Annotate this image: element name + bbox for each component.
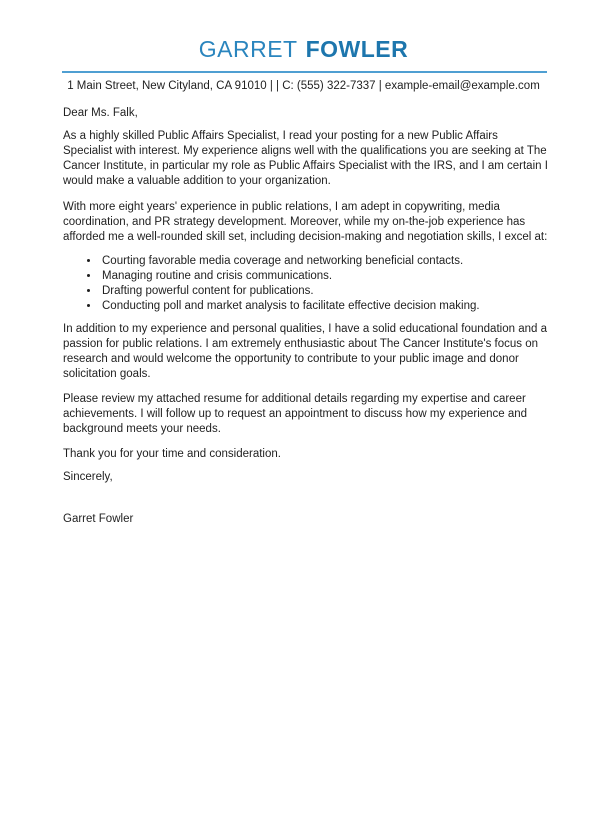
cover-letter-page — [0, 36, 607, 821]
applicant-first-name: GARRET — [198, 36, 298, 62]
applicant-last-name: FOWLER — [305, 36, 409, 62]
paragraph-education: In addition to my experience and personal qualities, I have a solid educational foundation and a passion for public relations. I am extremely enthusiastic about The Cancer Institute's focus on research and would welcome the opportunity to contribute to your public image and donor solicitation goals. — [63, 323, 547, 380]
header-divider — [62, 71, 547, 73]
letter-header — [0, 36, 607, 94]
paragraph-follow-up: Please review my attached resume for additional details regarding my expertise and career achievements. I will follow up to request an appointment to discuss how my experience and background meets your needs. — [63, 393, 528, 435]
contact-line: 1 Main Street, New Cityland, CA 91010 | | C: (555) 322-7337 | example-email@example.com — [67, 80, 540, 92]
signature-name: Garret Fowler — [63, 513, 134, 525]
applicant-name — [0, 36, 607, 62]
salutation: Dear Ms. Falk, — [63, 107, 138, 119]
skills-list-item: • Managing routine and crisis communications. — [100, 269, 549, 284]
skills-list — [63, 254, 549, 314]
letter-body — [63, 106, 549, 527]
skills-list-item: • Courting favorable media coverage and networking beneficial contacts. — [100, 254, 549, 269]
paragraph-introduction: As a highly skilled Public Affairs Specialist, I read your posting for a new Public Affairs Specialist with interest. My experience aligns well with the qualifications you are seeking at The Cancer Institute, in particular my role as Public Affairs Specialist with the IRS, and I am certain I would make a valuable addition to your organization. — [63, 130, 548, 187]
paragraph-experience: With more eight years' experience in public relations, I am adept in copywriting, media coordination, and PR strategy development. Moreover, while my on-the-job experience has afforded me a well-rounded skill set, including decision-making and negotiation skills, I excel at: — [63, 201, 548, 243]
thanks-line: Thank you for your time and consideration. — [63, 448, 281, 460]
closing-line: Sincerely, — [63, 471, 113, 483]
skills-list-item: • Conducting poll and market analysis to facilitate effective decision making. — [100, 299, 549, 314]
skills-list-item: • Drafting powerful content for publications. — [100, 284, 549, 299]
